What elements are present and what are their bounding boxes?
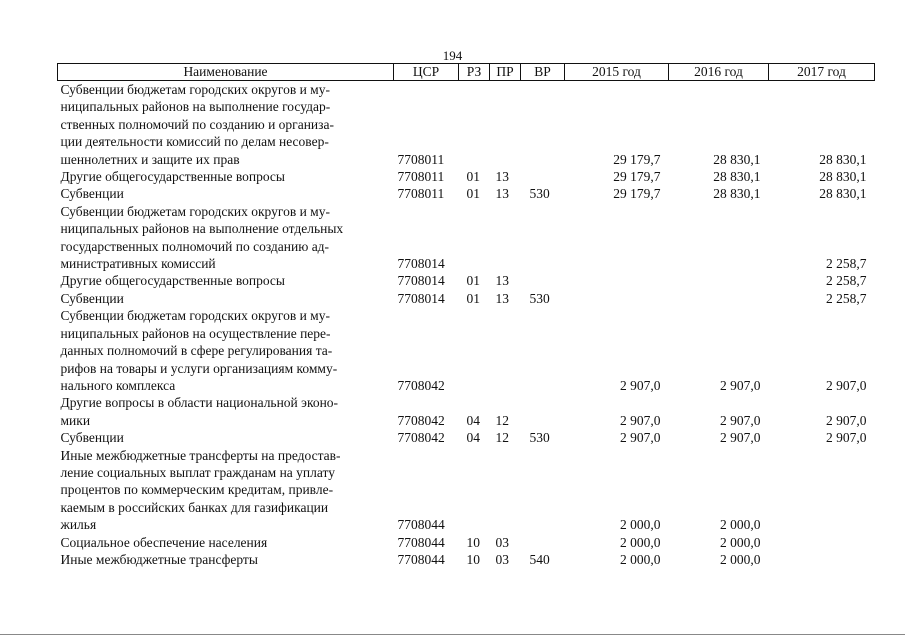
cell-pr [490,307,521,394]
table-body [58,81,875,569]
name-line: жилья [60,517,97,533]
cell-2016 [669,290,769,307]
page-number: 194 [442,48,463,63]
name-line: рифов на товары и услуги организациям комму- [60,360,338,376]
cell-rz: 10 [466,551,480,567]
cell-rz: 01 [466,290,480,306]
cell-2015: 2 000,0 [620,551,661,567]
header-pr: ПР [490,64,521,81]
table-row [58,551,875,568]
cell-2015: 2 907,0 [620,430,661,446]
name-line: государственных полномочий по созданию ад- [60,238,330,254]
name-line: ление социальных выплат гражданам на уплату [60,464,336,480]
cell-2016: 2 000,0 [720,551,761,567]
cell-2016: 2 907,0 [720,377,761,393]
table-row [58,81,875,169]
cell-rz: 01 [466,273,480,289]
cell-pr: 12 [495,430,509,446]
cell-csr: 7708011 [397,151,445,167]
name-line: Субвенции бюджетам городских округов и му- [60,308,330,324]
name-line: каемым в российских банках для газификации [60,499,329,515]
cell-rz: 01 [466,169,480,185]
cell-2017 [769,534,875,551]
cell-csr: 7708044 [397,534,445,550]
cell-name [58,290,394,307]
name-line: Субвенции бюджетам городских округов и му- [60,203,330,219]
cell-2017: 2 907,0 [826,412,867,428]
name-line: ниципальных районов на выполнение отдельных [60,221,344,237]
name-line: ственных полномочий по созданию и организа- [60,116,334,132]
name-line: Иные межбюджетные трансферты на предостав- [60,447,341,463]
page-edge-divider [0,634,905,635]
table-row [58,290,875,307]
cell-vr [521,203,565,273]
name-line: Социальное обеспечение населения [60,534,268,550]
cell-name [58,429,394,446]
cell-2015: 2 907,0 [620,377,661,393]
cell-name [58,447,394,534]
cell-csr: 7708044 [397,517,445,533]
name-line: министративных комиссий [60,256,216,272]
name-line: Другие общегосударственные вопросы [60,169,285,185]
cell-2017 [769,447,875,534]
cell-2016: 28 830,1 [713,151,761,167]
name-line: мики [60,412,91,428]
name-line: шеннолетних и защите их прав [60,151,240,167]
cell-2015 [565,203,669,273]
cell-2017: 2 907,0 [826,377,867,393]
cell-2015: 2 000,0 [620,517,661,533]
name-line: Субвенции [60,186,124,202]
table-row [58,429,875,446]
name-line: Иные межбюджетные трансферты [60,551,258,567]
cell-rz [459,447,490,534]
header-2015: 2015 год [565,64,669,81]
name-line: Субвенции [60,430,124,446]
cell-vr: 530 [529,186,550,202]
cell-vr: 540 [529,551,550,567]
cell-2016: 28 830,1 [713,186,761,202]
cell-2017: 2 258,7 [826,290,867,306]
table-row [58,534,875,551]
name-line: Субвенции бюджетам городских округов и му- [60,82,330,97]
cell-vr [521,394,565,429]
cell-name [58,185,394,202]
cell-vr [521,534,565,551]
cell-2016 [669,203,769,273]
cell-2016 [669,272,769,289]
cell-rz [459,307,490,394]
cell-2015: 29 179,7 [613,151,661,167]
name-line: ниципальных районов на выполнение государ- [60,99,331,115]
table-row [58,272,875,289]
header-rz: РЗ [459,64,490,81]
name-line: Другие общегосударственные вопросы [60,273,285,289]
cell-csr: 7708044 [397,551,445,567]
table-row [58,185,875,202]
cell-pr [490,447,521,534]
cell-vr [521,81,565,169]
table-row [58,168,875,185]
table-row [58,307,875,394]
cell-pr: 13 [495,186,509,202]
cell-pr [490,81,521,169]
table-row [58,394,875,429]
cell-csr: 7708042 [397,430,445,446]
cell-vr [521,307,565,394]
header-vr: ВР [521,64,565,81]
cell-2016: 2 000,0 [720,534,761,550]
cell-csr: 7708011 [397,169,445,185]
table-row [58,447,875,534]
cell-name [58,307,394,394]
cell-2017: 28 830,1 [819,151,867,167]
cell-pr: 13 [495,273,509,289]
cell-2016: 2 907,0 [720,412,761,428]
cell-pr [490,203,521,273]
cell-rz [459,81,490,169]
cell-name [58,551,394,568]
cell-2015 [565,290,669,307]
name-line: Другие вопросы в области национальной эконо- [60,395,339,411]
cell-rz: 04 [466,412,480,428]
cell-vr [521,168,565,185]
cell-csr: 7708011 [397,186,445,202]
cell-vr [521,447,565,534]
cell-csr: 7708042 [397,412,445,428]
cell-rz: 10 [466,534,480,550]
cell-rz [459,203,490,273]
cell-vr [521,272,565,289]
name-line: ции деятельности комиссий по делам несовер- [60,134,329,150]
cell-vr: 530 [529,290,550,306]
cell-2015: 2 000,0 [620,534,661,550]
name-line: данных полномочий в сфере регулирования та- [60,343,333,359]
header-2017: 2017 год [769,64,875,81]
cell-2016: 2 000,0 [720,517,761,533]
cell-csr: 7708014 [397,290,445,306]
cell-pr: 12 [495,412,509,428]
cell-2017 [769,551,875,568]
name-line: процентов по коммерческим кредитам, привле- [60,482,334,498]
cell-2015: 2 907,0 [620,412,661,428]
cell-2017: 28 830,1 [819,169,867,185]
cell-name [58,203,394,273]
cell-name [58,394,394,429]
cell-pr: 13 [495,290,509,306]
header-csr: ЦСР [394,64,459,81]
cell-2015 [565,272,669,289]
header-name: Наименование [58,64,394,81]
cell-name [58,168,394,185]
cell-pr: 13 [495,169,509,185]
cell-csr: 7708042 [397,377,445,393]
cell-csr: 7708014 [397,256,445,272]
cell-2017: 2 907,0 [826,430,867,446]
header-2016: 2016 год [669,64,769,81]
cell-name [58,534,394,551]
cell-2017: 2 258,7 [826,273,867,289]
cell-2016: 2 907,0 [720,430,761,446]
cell-csr: 7708014 [397,273,445,289]
cell-pr: 03 [495,534,509,550]
cell-rz: 01 [466,186,480,202]
cell-2016: 28 830,1 [713,169,761,185]
cell-2017: 2 258,7 [826,256,867,272]
table-row [58,203,875,273]
name-line: ниципальных районов на осуществление пере- [60,325,331,341]
cell-name [58,272,394,289]
cell-2015: 29 179,7 [613,186,661,202]
table-header [58,64,875,81]
cell-2017: 28 830,1 [819,186,867,202]
budget-table [57,63,875,568]
cell-vr: 530 [529,430,550,446]
cell-2015: 29 179,7 [613,169,661,185]
cell-name [58,81,394,169]
name-line: Субвенции [60,290,124,306]
cell-pr: 03 [495,551,509,567]
cell-rz: 04 [466,430,480,446]
name-line: нального комплекса [60,377,176,393]
